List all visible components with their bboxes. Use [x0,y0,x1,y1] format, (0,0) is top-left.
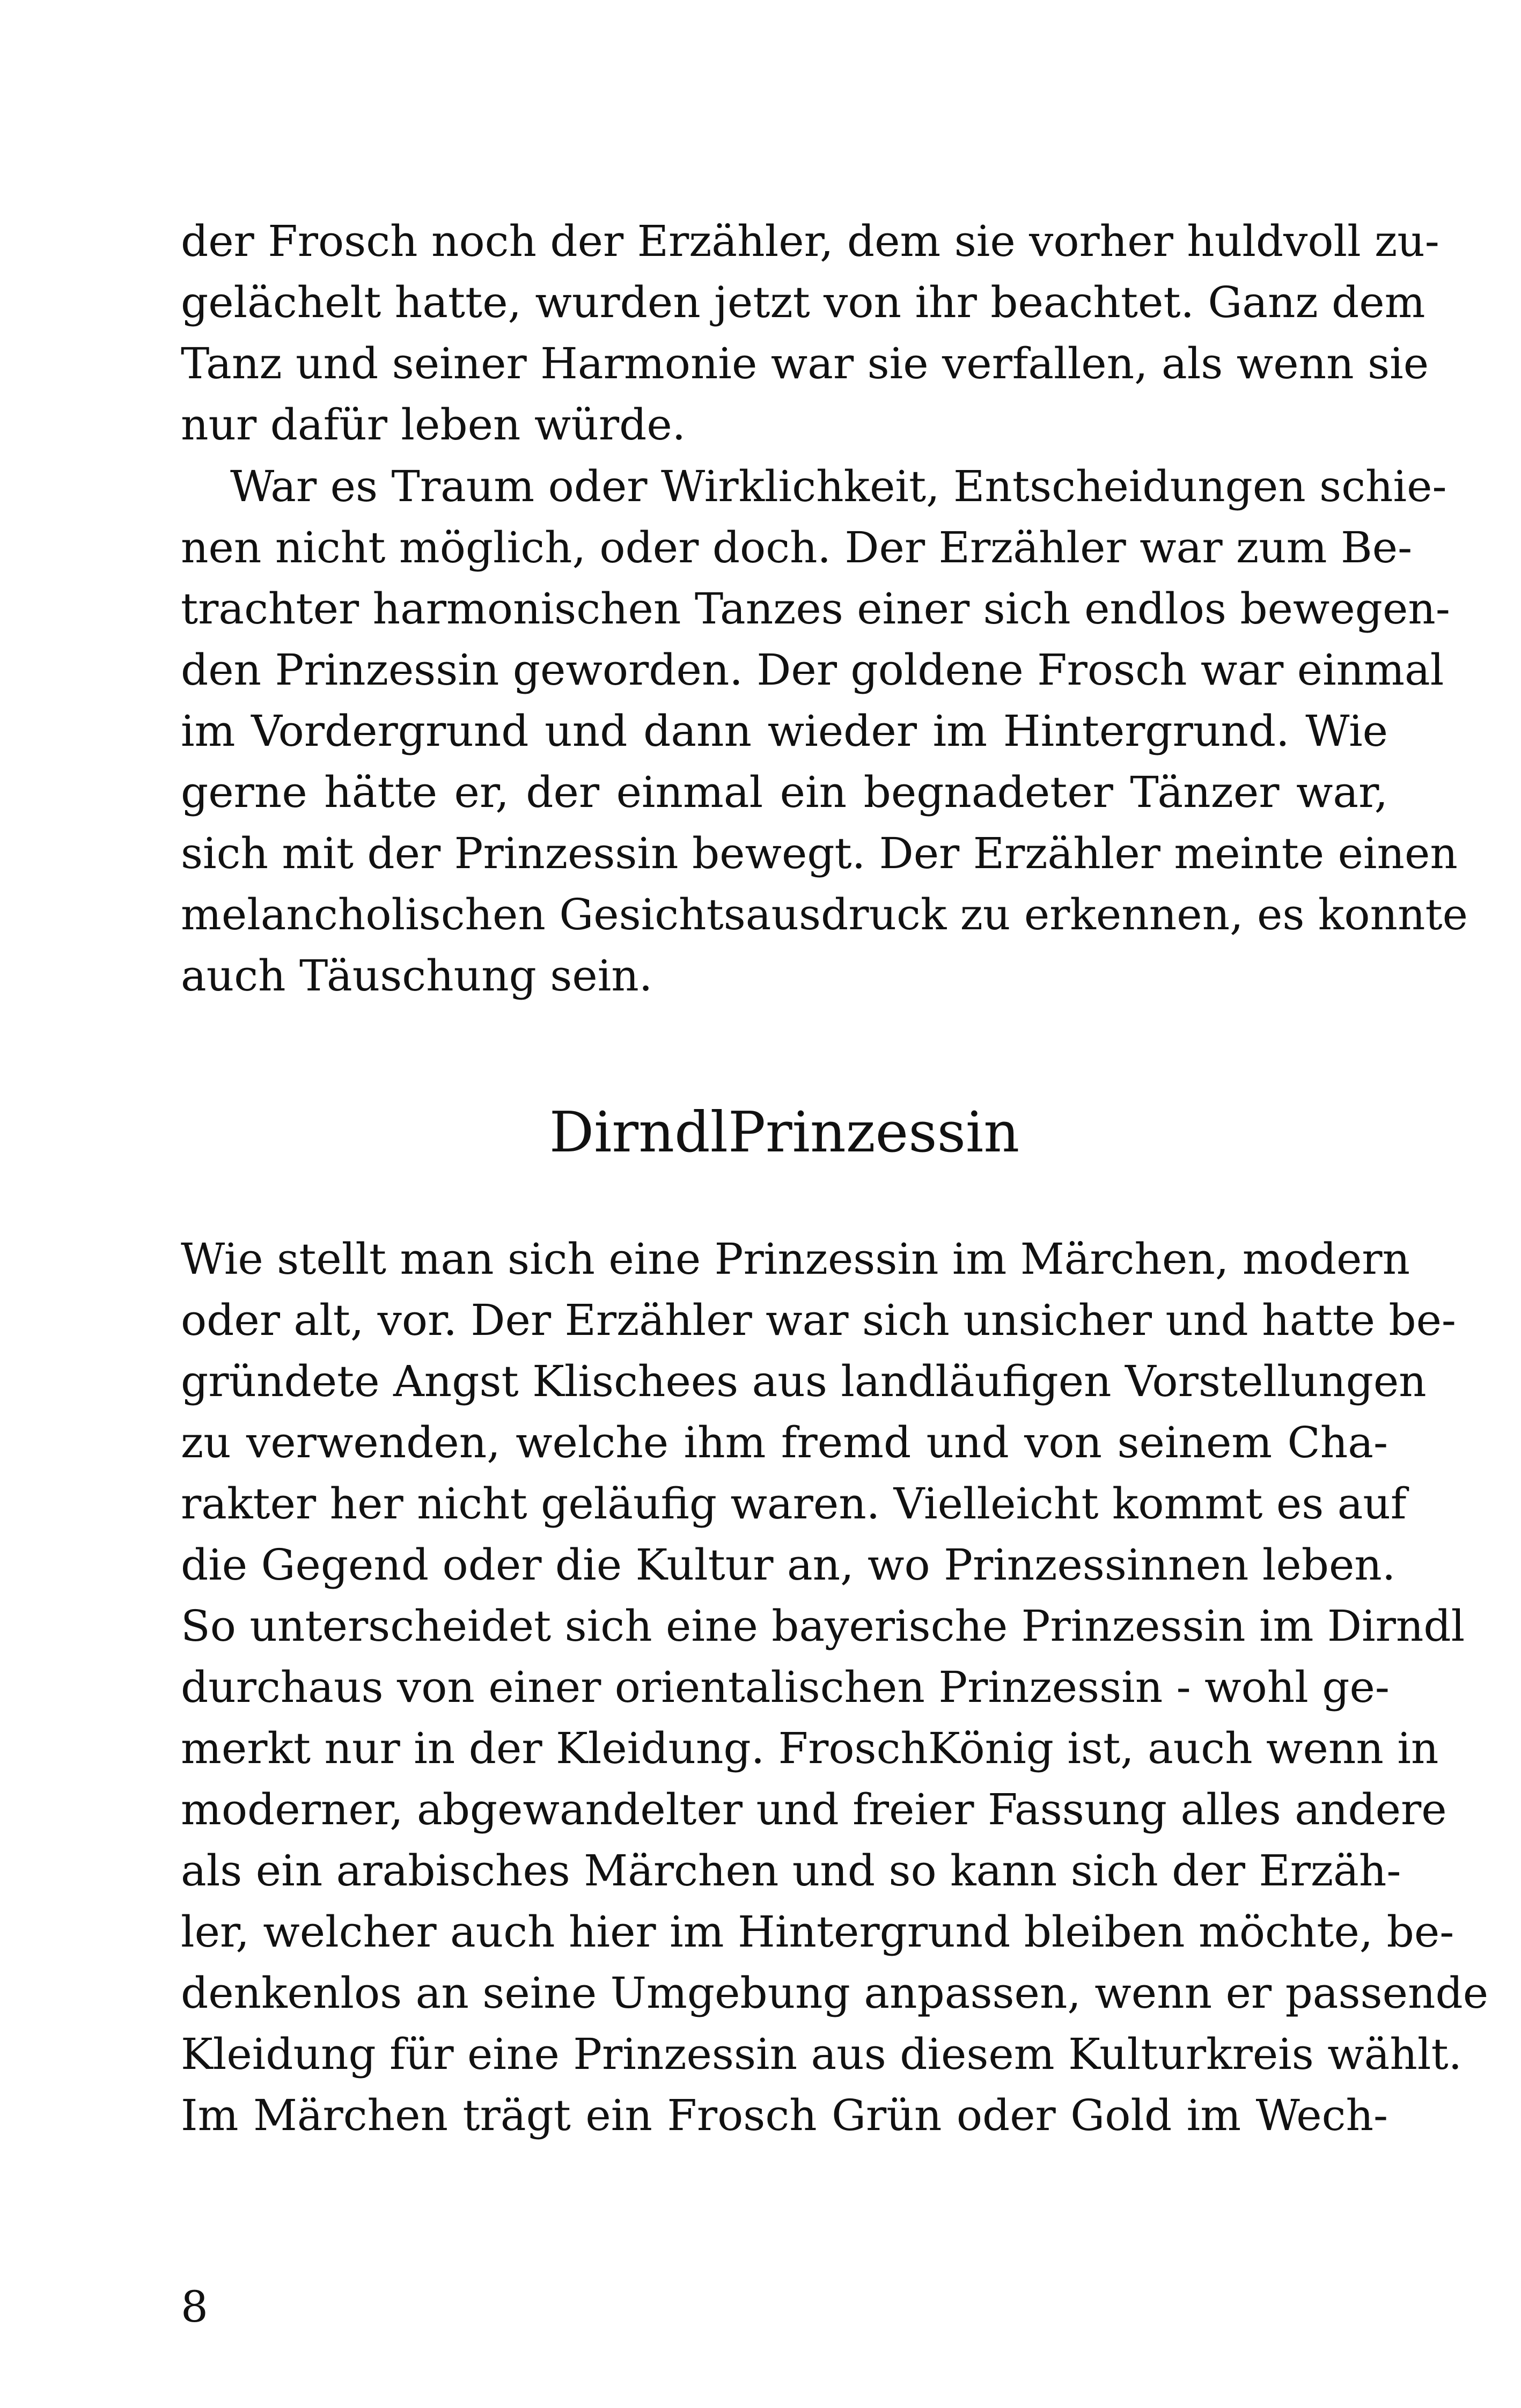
paragraph-1 [181,211,1439,456]
text-line: gelächelt hatte, wurden jetzt von ihr beachtet. Ganz dem [181,277,1426,327]
text-line: oder alt, vor. Der Erzähler war sich unsicher und hatte be- [181,1295,1456,1345]
text-line: auch Täuschung sein. [181,951,653,1001]
text-line: melancholischen Gesichtsausdruck zu erkennen, es konnte [181,890,1468,939]
text-line: im Vordergrund und dann wieder im Hintergrund. Wie [181,706,1388,756]
text-line: rakter her nicht geläufig waren. Vielleicht kommt es auf [181,1479,1407,1529]
text-line: So unterscheidet sich eine bayerische Prinzessin im Dirndl [181,1601,1465,1651]
text-line: gründete Angst Klischees aus landläufigen Vorstellungen [181,1356,1427,1406]
text-line: zu verwenden, welche ihm fremd und von seinem Cha- [181,1418,1388,1467]
text-line: Tanz und seiner Harmonie war sie verfallen, als wenn sie [181,339,1429,388]
paragraph-3 [181,1229,1489,2146]
text-line: ler, welcher auch hier im Hintergrund bleiben möchte, be- [181,1907,1454,1957]
section-heading: DirndlPrinzessin [549,1099,1020,1165]
paragraph-2 [181,456,1468,1007]
text-line: der Frosch noch der Erzähler, dem sie vorher huldvoll zu- [181,216,1439,266]
text-line: War es Traum oder Wirklichkeit, Entscheidungen schie- [230,461,1447,511]
text-line: Im Märchen trägt ein Frosch Grün oder Gold im Wech- [181,2090,1388,2140]
text-line: die Gegend oder die Kultur an, wo Prinzessinnen leben. [181,1540,1396,1590]
text-line: moderner, abgewandelter und freier Fassung alles andere [181,1785,1447,1834]
text-line: nen nicht möglich, oder doch. Der Erzähler war zum Be- [181,523,1413,572]
text-line: denkenlos an seine Umgebung anpassen, wenn er passende [181,1968,1489,2018]
text-line: gerne hätte er, der einmal ein begnadeter Tänzer war, [181,767,1388,817]
text-line: Wie stellt man sich eine Prinzessin im Märchen, modern [181,1234,1410,1284]
text-line: merkt nur in der Kleidung. FroschKönig ist, auch wenn in [181,1723,1439,1773]
page-number: 8 [181,2282,208,2332]
text-line: sich mit der Prinzessin bewegt. Der Erzähler meinte einen [181,828,1458,878]
text-line: durchaus von einer orientalischen Prinzessin - wohl ge- [181,1662,1390,1712]
text-line: trachter harmonischen Tanzes einer sich endlos bewegen- [181,584,1450,634]
text-line: nur dafür leben würde. [181,400,686,450]
text-line: als ein arabisches Märchen und so kann sich der Erzäh- [181,1846,1401,1896]
text-line: den Prinzessin geworden. Der goldene Frosch war einmal [181,645,1444,695]
text-line: Kleidung für eine Prinzessin aus diesem Kulturkreis wählt. [181,2029,1463,2079]
